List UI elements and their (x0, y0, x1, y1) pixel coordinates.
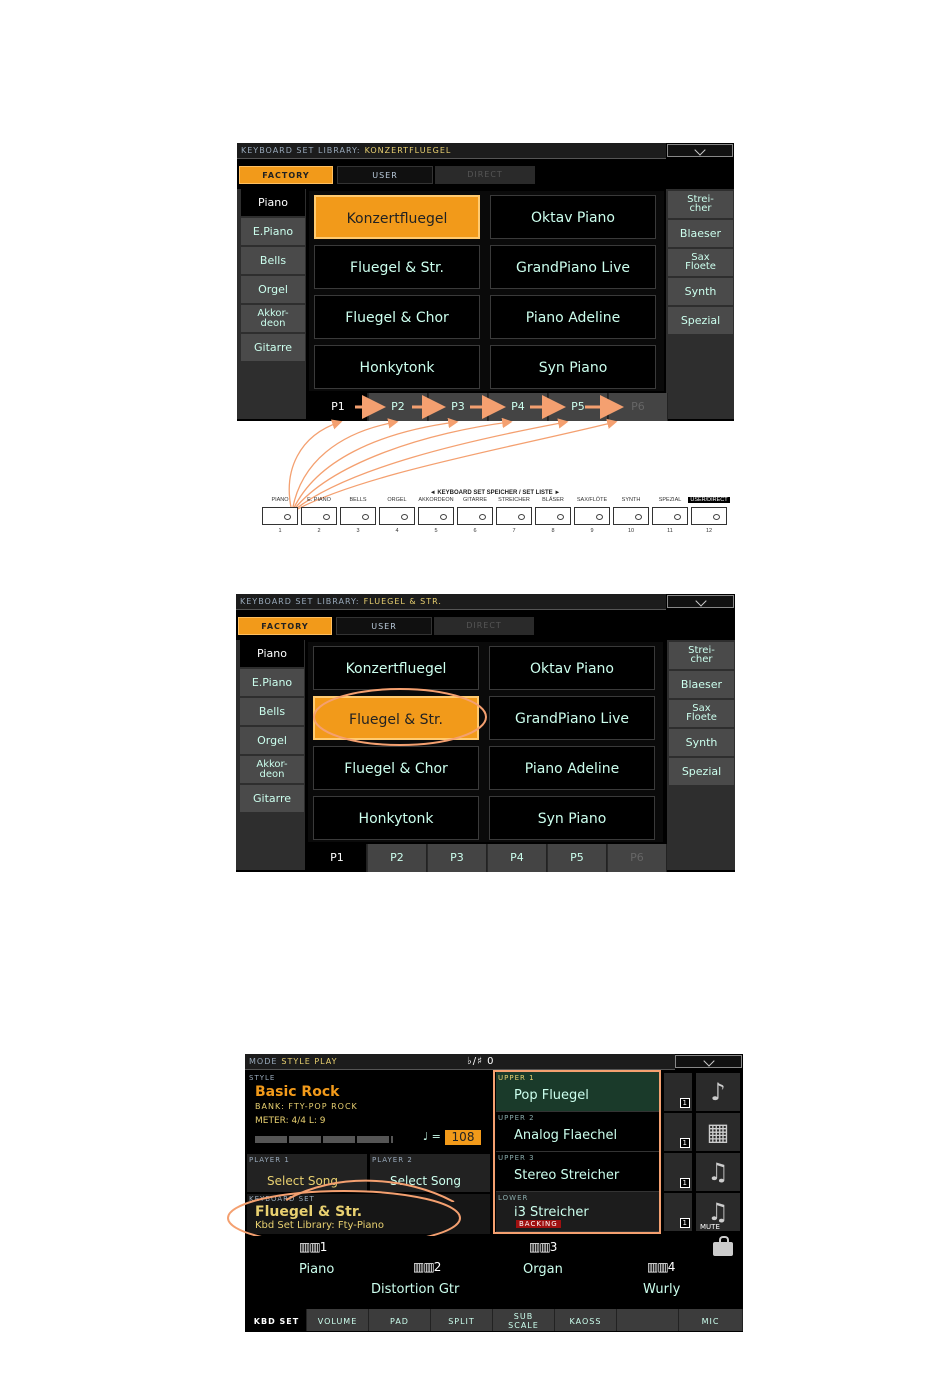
category-synth[interactable]: Synth (669, 729, 734, 756)
tab-empty (617, 1309, 679, 1331)
style-bank: BANK: FTY-POP ROCK (255, 1102, 358, 1111)
kbdset-name: Fluegel & Str. (255, 1204, 363, 1220)
pad1-icon: ▥▥1 (299, 1240, 327, 1254)
panel-button[interactable] (418, 507, 454, 525)
kbdset-label: KEYBOARD SET (249, 1195, 315, 1203)
pad3-name[interactable]: Organ (523, 1262, 563, 1277)
category-label-line1: Sax (691, 252, 710, 263)
left-category-column (236, 640, 305, 870)
category-label-line2: Floete (685, 261, 716, 272)
panel-button[interactable] (574, 507, 610, 525)
tab-pad[interactable]: PAD (369, 1309, 431, 1331)
kbdset-library: Kbd Set Library: Fty-Piano (255, 1220, 385, 1231)
tab-split[interactable]: SPLIT (431, 1309, 493, 1331)
pad3-icon: ▥▥3 (529, 1240, 557, 1254)
panel-number: 9 (590, 528, 594, 534)
tab-mic[interactable]: MIC (679, 1309, 743, 1331)
pad4-num: 4 (667, 1260, 675, 1274)
panel-button[interactable] (379, 507, 415, 525)
upper3-name: Stereo Streicher (514, 1168, 620, 1183)
vol-badge: 1 (680, 1218, 690, 1228)
upper1-label: UPPER 1 (498, 1074, 535, 1082)
category-epiano[interactable]: E.Piano (241, 218, 305, 245)
category-piano[interactable]: Piano (240, 640, 304, 667)
violin-muted-icon[interactable]: ♫ MUTE (696, 1193, 740, 1231)
category-piano[interactable]: Piano (241, 189, 305, 216)
tab-sub-scale[interactable] (493, 1309, 555, 1331)
violin-icon[interactable]: ♫ (696, 1153, 740, 1191)
grid-item[interactable]: Fluegel & Str. (314, 245, 480, 289)
panel-button[interactable] (301, 507, 337, 525)
upper3-volume[interactable] (664, 1153, 692, 1191)
vol-badge: 1 (680, 1178, 690, 1188)
led-icon (674, 514, 681, 520)
category-label-line2: cher (690, 654, 713, 665)
panel-button[interactable] (652, 507, 688, 525)
panel-number: 1 (278, 528, 282, 534)
lock-icon[interactable] (713, 1242, 733, 1256)
panel-number: 2 (317, 528, 321, 534)
category-label-line1: Strei- (687, 194, 714, 205)
pad4-name[interactable]: Wurly (643, 1282, 681, 1297)
header-label: KEYBOARD SET LIBRARY: (240, 597, 360, 606)
panel-number: 3 (356, 528, 360, 534)
tab-page-2[interactable]: P2 (369, 393, 428, 421)
chevron-down-icon (703, 1055, 714, 1066)
panel-label: BLÄSER (542, 497, 564, 503)
upper2-name: Analog Flaechel (514, 1128, 618, 1143)
vol-badge: 1 (680, 1138, 690, 1148)
led-icon (362, 514, 369, 520)
vol-badge: 1 (680, 1098, 690, 1108)
transpose-value: ♭/♯ 0 (467, 1056, 495, 1067)
led-icon (440, 514, 447, 520)
tab-user[interactable]: USER (336, 617, 432, 635)
tab-user[interactable]: USER (337, 166, 433, 184)
tab-page-6[interactable]: P6 (609, 393, 668, 421)
category-blaeser[interactable]: Blaeser (668, 220, 733, 247)
category-sax-floete[interactable] (669, 700, 734, 727)
category-gitarre[interactable]: Gitarre (241, 334, 305, 361)
grid-item[interactable]: GrandPiano Live (490, 245, 656, 289)
grid-item[interactable]: Syn Piano (489, 796, 655, 840)
right-category-column (667, 640, 735, 870)
lock-shackle (719, 1236, 729, 1244)
panel-number: 6 (473, 528, 477, 534)
header-value: KONZERTFLUEGEL (364, 146, 452, 155)
panel-label: E. PIANO (307, 497, 331, 503)
page-arrows-annotation (0, 0, 950, 560)
chevron-down-icon (695, 595, 706, 606)
grid-item[interactable]: Fluegel & Str. (313, 696, 479, 740)
category-bells[interactable]: Bells (240, 698, 304, 725)
tab-page-4[interactable]: P4 (489, 393, 548, 421)
upper2-label: UPPER 2 (498, 1114, 535, 1122)
grid-item[interactable]: Piano Adeline (489, 746, 655, 790)
upper3-label: UPPER 3 (498, 1154, 535, 1162)
category-label-line1: Sax (692, 703, 711, 714)
category-akkordeon[interactable] (240, 756, 304, 783)
pad2-name[interactable]: Distortion Gtr (371, 1282, 460, 1297)
pad2-icon: ▥▥2 (413, 1260, 441, 1274)
grid-item[interactable]: GrandPiano Live (489, 696, 655, 740)
player-highlight-arc (226, 1172, 466, 1202)
tempo-symbol: ♩ = (423, 1130, 441, 1143)
led-icon (557, 514, 564, 520)
panel-label: SPEZIAL (658, 497, 682, 503)
category-label-line1: Akkor- (256, 759, 288, 770)
mode-label: MODE (249, 1057, 278, 1066)
grid-item[interactable]: Piano Adeline (490, 295, 656, 339)
led-icon (518, 514, 525, 520)
upper1-name: Pop Fluegel (514, 1088, 589, 1103)
tab-page-1[interactable]: P1 (309, 393, 368, 421)
panel-number: 4 (395, 528, 399, 534)
panel-label: SAX/FLÖTE (576, 497, 608, 503)
panel-label: AKKORDEON (418, 497, 454, 503)
style-label: STYLE (249, 1074, 276, 1082)
panel-number: 7 (512, 528, 516, 534)
panel-button[interactable] (613, 507, 649, 525)
keyboard-set-panel (260, 490, 730, 534)
pad1-name[interactable]: Piano (299, 1262, 335, 1277)
led-icon (479, 514, 486, 520)
tab-sub-line1: SUB (513, 1312, 534, 1321)
panel-label: ORGEL (387, 497, 407, 503)
menu-button[interactable] (667, 595, 734, 608)
category-orgel[interactable]: Orgel (240, 727, 304, 754)
highlight-ellipse (310, 686, 490, 748)
grand-piano-icon[interactable]: ♪ (696, 1073, 740, 1111)
header-value: FLUEGEL & STR. (363, 597, 442, 606)
panel-button[interactable] (340, 507, 376, 525)
panel-label: GITARRE (462, 497, 488, 503)
pad1-num: 1 (319, 1240, 327, 1254)
category-spezial[interactable]: Spezial (668, 307, 733, 334)
menu-button[interactable] (675, 1055, 742, 1068)
led-icon (323, 514, 330, 520)
tab-direct[interactable]: DIRECT (434, 617, 534, 635)
category-label-line1: Akkor- (257, 308, 289, 319)
upper1-volume[interactable] (664, 1073, 692, 1111)
page-tabs (308, 844, 666, 872)
style-meter: METER: 4/4 L: 9 (255, 1116, 326, 1126)
category-label-line2: Floete (686, 712, 717, 723)
category-label-line2: deon (259, 769, 285, 780)
category-gitarre[interactable]: Gitarre (240, 785, 304, 812)
category-synth[interactable]: Synth (668, 278, 733, 305)
grid-item[interactable]: Honkytonk (314, 345, 480, 389)
upper-highlight-box (493, 1070, 661, 1234)
tab-page-4[interactable]: P4 (488, 844, 547, 872)
grid-item[interactable]: Fluegel & Chor (314, 295, 480, 339)
category-label-line2: deon (260, 318, 286, 329)
backing-badge: BACKING (516, 1220, 561, 1228)
tab-page-5[interactable]: P5 (548, 844, 607, 872)
tab-volume[interactable]: VOLUME (307, 1309, 369, 1331)
panel-label: PIANO (271, 497, 289, 503)
tab-sub-line2: SCALE (508, 1321, 539, 1330)
panel-button[interactable] (535, 507, 571, 525)
led-icon (284, 514, 291, 520)
keyboard-icon[interactable]: ▦ (696, 1113, 740, 1151)
category-label-line1: Strei- (688, 645, 715, 656)
player1-label: PLAYER 1 (249, 1156, 290, 1164)
mute-label: MUTE (700, 1223, 720, 1231)
panel-label: BELLS (349, 497, 367, 503)
panel-title: ◄ KEYBOARD SET SPEICHER / SET LISTE ► (429, 490, 561, 496)
panel-number: 5 (434, 528, 438, 534)
style-area[interactable] (247, 1072, 490, 1152)
library-header (236, 594, 666, 610)
style-progress-bar (255, 1136, 393, 1143)
category-epiano[interactable]: E.Piano (240, 669, 304, 696)
tab-page-5[interactable]: P5 (549, 393, 608, 421)
lower-label: LOWER (498, 1194, 529, 1202)
tab-factory[interactable]: FACTORY (238, 617, 332, 635)
led-icon (713, 514, 720, 520)
tab-page-3[interactable]: P3 (429, 393, 488, 421)
lower-name: i3 Streicher (514, 1205, 589, 1220)
style-name: Basic Rock (255, 1084, 340, 1100)
grid-item[interactable]: Konzertfluegel (313, 646, 479, 690)
panel-button[interactable] (262, 507, 298, 525)
category-label-line2: cher (689, 203, 712, 214)
led-icon (401, 514, 408, 520)
player2-label: PLAYER 2 (372, 1156, 413, 1164)
grid-item[interactable]: Fluegel & Chor (313, 746, 479, 790)
tab-page-1[interactable]: P1 (308, 844, 367, 872)
lower-volume[interactable] (664, 1193, 692, 1231)
grid-item[interactable]: Honkytonk (313, 796, 479, 840)
category-spezial[interactable]: Spezial (669, 758, 734, 785)
tempo-value[interactable]: 108 (445, 1130, 481, 1145)
tab-page-2[interactable]: P2 (368, 844, 427, 872)
category-blaeser[interactable]: Blaeser (669, 671, 734, 698)
panel-button[interactable] (691, 507, 727, 525)
grid-item[interactable]: Konzertfluegel (314, 195, 480, 239)
grid-item[interactable]: Oktav Piano (489, 646, 655, 690)
category-streicher[interactable] (669, 642, 734, 669)
grid-item[interactable]: Oktav Piano (490, 195, 656, 239)
panel-label: STREICHER (498, 497, 530, 503)
led-icon (635, 514, 642, 520)
pads-area (247, 1236, 741, 1308)
category-bells[interactable]: Bells (241, 247, 305, 274)
pad4-icon: ▥▥4 (647, 1260, 675, 1274)
pad2-num: 2 (433, 1260, 441, 1274)
tab-factory[interactable]: FACTORY (239, 166, 333, 184)
tab-page-3[interactable]: P3 (428, 844, 487, 872)
panel-number: 12 (705, 528, 713, 534)
panel-label: USER/DIRECT (688, 497, 730, 503)
category-orgel[interactable]: Orgel (241, 276, 305, 303)
mode-value: STYLE PLAY (281, 1057, 338, 1066)
upper2-volume[interactable] (664, 1113, 692, 1151)
led-icon (596, 514, 603, 520)
panel-label: SYNTH (621, 497, 641, 503)
tab-page-6[interactable]: P6 (608, 844, 667, 872)
panel-button[interactable] (457, 507, 493, 525)
tab-kbd-set[interactable]: KBD SET (247, 1309, 307, 1331)
grid-item[interactable]: Syn Piano (490, 345, 656, 389)
player1-value: Select Song (267, 1174, 339, 1188)
pad3-num: 3 (549, 1240, 557, 1254)
panel-number: 8 (551, 528, 555, 534)
panel-number: 10 (627, 528, 635, 534)
panel-number: 11 (667, 528, 673, 534)
panel-button[interactable] (496, 507, 532, 525)
player2-value: Select Song (390, 1174, 462, 1188)
mode-header (245, 1054, 675, 1070)
tab-kaoss[interactable]: KAOSS (555, 1309, 617, 1331)
tab-direct[interactable]: DIRECT (435, 166, 535, 184)
header-label: KEYBOARD SET LIBRARY: (241, 146, 361, 155)
